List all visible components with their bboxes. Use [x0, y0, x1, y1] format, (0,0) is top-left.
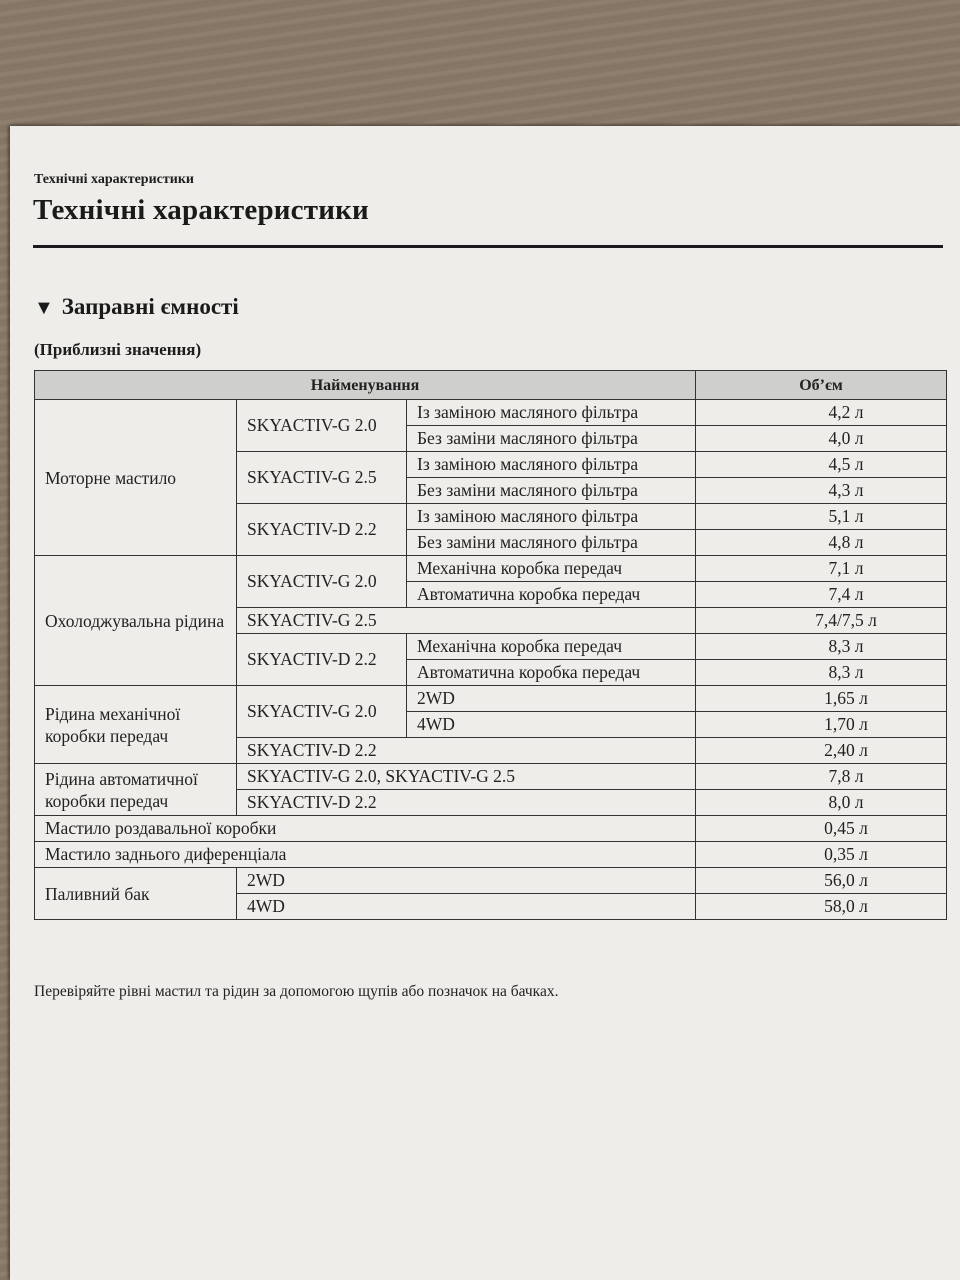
category-cell: Мастило заднього диференціала — [35, 842, 696, 868]
table-header-row — [35, 371, 947, 400]
subtitle: (Приблизні значення) — [34, 340, 202, 359]
volume-cell: 5,1 л — [696, 504, 947, 530]
footnote: Перевіряйте рівні мастил та рідин за допомогою щупів або позначок на бачках. — [34, 983, 559, 1000]
condition-cell: Із заміною масляного фільтра — [407, 400, 696, 426]
engine-cell: SKYACTIV-G 2.5 — [237, 452, 407, 504]
condition-cell: Автоматична коробка передач — [407, 660, 696, 686]
engine-cell: SKYACTIV-G 2.0 — [237, 556, 407, 608]
volume-cell: 4,5 л — [696, 452, 947, 478]
volume-cell: 4,2 л — [696, 400, 947, 426]
engine-cell: SKYACTIV-D 2.2 — [237, 504, 407, 556]
volume-cell: 4,8 л — [696, 530, 947, 556]
running-head: Технічні характеристики — [34, 172, 194, 187]
volume-cell: 4,3 л — [696, 478, 947, 504]
volume-cell: 7,4/7,5 л — [696, 608, 947, 634]
volume-cell: 8,3 л — [696, 634, 947, 660]
table-row — [35, 556, 947, 582]
engine-cell: SKYACTIV-D 2.2 — [237, 790, 696, 816]
category-cell: Мастило роздавальної коробки — [35, 816, 696, 842]
volume-cell: 7,1 л — [696, 556, 947, 582]
table-row — [35, 868, 947, 894]
volume-cell: 0,45 л — [696, 816, 947, 842]
header-volume: Об’єм — [696, 371, 947, 400]
table-row — [35, 686, 947, 712]
table-row — [35, 400, 947, 426]
condition-cell: Механічна коробка передач — [407, 634, 696, 660]
condition-cell: 2WD — [407, 686, 696, 712]
condition-cell: Із заміною масляного фільтра — [407, 504, 696, 530]
page-title: Технічні характеристики — [33, 194, 369, 226]
volume-cell: 56,0 л — [696, 868, 947, 894]
condition-cell: Без заміни масляного фільтра — [407, 426, 696, 452]
volume-cell: 1,70 л — [696, 712, 947, 738]
manual-page — [10, 126, 960, 1280]
volume-cell: 7,8 л — [696, 764, 947, 790]
volume-cell: 58,0 л — [696, 894, 947, 920]
volume-cell: 8,0 л — [696, 790, 947, 816]
engine-cell: SKYACTIV-G 2.0 — [237, 400, 407, 452]
engine-cell: 4WD — [237, 894, 696, 920]
category-cell: Рідина механічної коробки передач — [35, 686, 237, 764]
table-row — [35, 764, 947, 790]
engine-cell: 2WD — [237, 868, 696, 894]
condition-cell: Із заміною масляного фільтра — [407, 452, 696, 478]
engine-cell: SKYACTIV-G 2.0, SKYACTIV-G 2.5 — [237, 764, 696, 790]
engine-cell: SKYACTIV-D 2.2 — [237, 738, 696, 764]
volume-cell: 4,0 л — [696, 426, 947, 452]
engine-cell: SKYACTIV-G 2.5 — [237, 608, 696, 634]
section-marker-icon: ▼ — [34, 297, 54, 319]
category-cell: Охолоджувальна рідина — [35, 556, 237, 686]
table-row — [35, 816, 947, 842]
volume-cell: 0,35 л — [696, 842, 947, 868]
table-row — [35, 842, 947, 868]
title-divider — [33, 245, 943, 248]
category-cell: Моторне мастило — [35, 400, 237, 556]
engine-cell: SKYACTIV-G 2.0 — [237, 686, 407, 738]
volume-cell: 2,40 л — [696, 738, 947, 764]
condition-cell: Без заміни масляного фільтра — [407, 530, 696, 556]
condition-cell: Автоматична коробка передач — [407, 582, 696, 608]
condition-cell: 4WD — [407, 712, 696, 738]
header-name: Найменування — [35, 371, 696, 400]
section-title — [34, 294, 239, 320]
condition-cell: Без заміни масляного фільтра — [407, 478, 696, 504]
section-title-text: Заправні ємності — [61, 294, 239, 319]
capacities-table — [34, 370, 947, 920]
category-cell: Паливний бак — [35, 868, 237, 920]
volume-cell: 8,3 л — [696, 660, 947, 686]
engine-cell: SKYACTIV-D 2.2 — [237, 634, 407, 686]
condition-cell: Механічна коробка передач — [407, 556, 696, 582]
volume-cell: 7,4 л — [696, 582, 947, 608]
category-cell: Рідина автоматичної коробки передач — [35, 764, 237, 816]
volume-cell: 1,65 л — [696, 686, 947, 712]
